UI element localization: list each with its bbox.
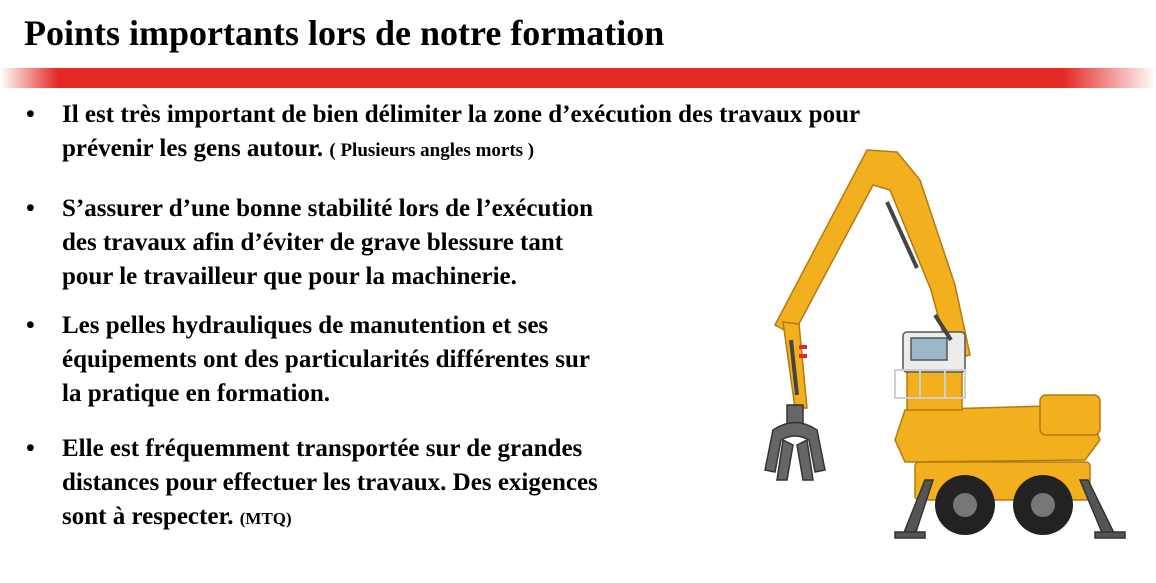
bullet-line: sont à respecter. <box>62 503 234 530</box>
bullet-text <box>62 192 593 294</box>
bullet-dot: • <box>26 435 35 462</box>
bullet-line: des travaux afin d’éviter de grave blessure tant <box>62 229 564 256</box>
slide-title: Points importants lors de notre formation <box>24 13 665 53</box>
bullet-line: la pratique en formation. <box>62 380 331 407</box>
bullet-line: équipements ont des particularités différentes sur <box>62 346 590 373</box>
bullet-line-with-note <box>62 500 598 536</box>
bullet-dot: • <box>26 195 35 222</box>
bullet-text <box>62 309 590 411</box>
bullet-line: prévenir les gens autour. <box>62 135 324 162</box>
bullet-line: distances pour effectuer les travaux. Des exigences <box>62 469 598 496</box>
bullet-line: S’assurer d’une bonne stabilité lors de l’exécution <box>62 195 594 222</box>
bullet-line: Il est très important de bien délimiter la zone d’exécution des travaux pour <box>62 101 861 128</box>
bullet-note: (MTQ) <box>239 509 292 528</box>
bullet-text <box>62 98 860 168</box>
material-handler-excavator-icon <box>755 140 1135 545</box>
bullet-dot: • <box>26 101 35 128</box>
bullet-line-with-note <box>62 132 860 168</box>
bullet-dot: • <box>26 312 35 339</box>
bullet-line: Elle est fréquemment transportée sur de grandes <box>62 435 583 462</box>
bullet-line: pour le travailleur que pour la machinerie. <box>62 263 517 290</box>
bullet-text <box>62 432 598 536</box>
bullet-note: ( Plusieurs angles morts ) <box>329 140 535 161</box>
bullet-line: Les pelles hydrauliques de manutention et ses <box>62 312 549 339</box>
